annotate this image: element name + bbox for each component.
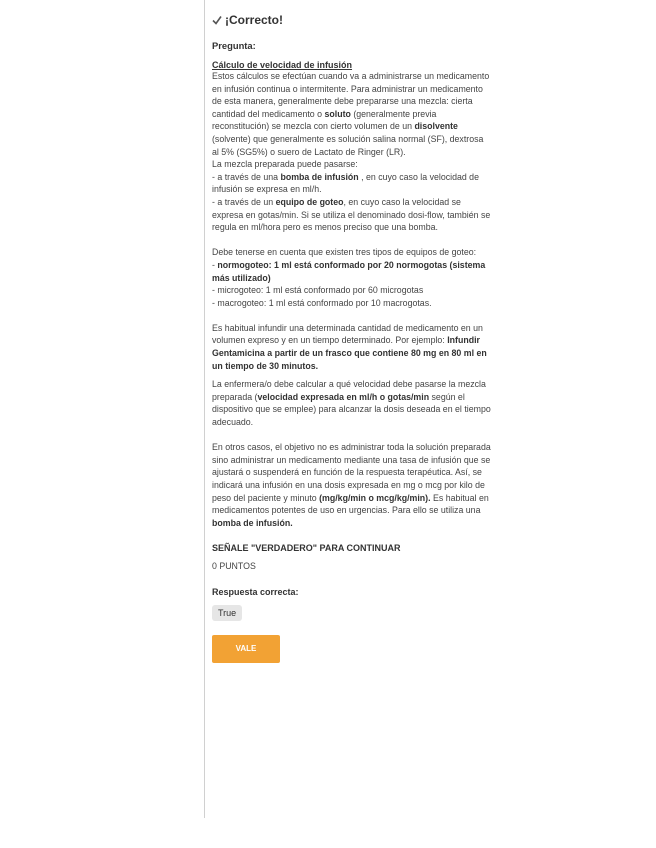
paragraph: Estos cálculos se efectúan cuando va a administrarse un medicamento en infusión continua o intermitente. Para administrar un medicamento de esta manera, generalmente debe prepararse una mezcla: cierta cantidad del medicamento o soluto (generalmente previa reconstitución) se mezcla con cierto volumen de un disolvente (solvente) que generalmente es solución salina normal (SF), dextrosa al 5% (SG5%) o suero de Lactato de Ringer (LR). [212, 71, 490, 157]
correct-answer-chip: True [212, 605, 242, 621]
feedback-title: ¡Correcto! [225, 13, 284, 27]
paragraph: Debe tenerse en cuenta que existen tres tipos de equipos de goteo: [212, 247, 477, 258]
check-icon [212, 15, 222, 25]
paragraph: - a través de un equipo de goteo, en cuyo caso la velocidad se expresa en gotas/min. Si se utiliza el denominado dosi-flow, también se regula en ml/hora pero es menos preciso que una bomba. [212, 196, 491, 233]
points-text: 0 PUNTOS [212, 561, 256, 572]
vale-button[interactable]: VALE [212, 635, 280, 663]
paragraph: Es habitual infundir una determinada cantidad de medicamento en un volumen expreso y en un tiempo determinado. Por ejemplo: Infundir Gentamicina a partir de un frasco que contiene 80 mg en 80 ml en un tiempo de 30 minutos. [212, 322, 487, 371]
paragraph: - microgoteo: 1 ml está conformado por 60 microgotas [212, 285, 424, 296]
panel-content [212, 12, 492, 663]
paragraph: En otros casos, el objetivo no es administrar toda la solución preparada sino administrar un medicamento mediante una tasa de infusión que se ajustará o suspenderá en función de la respuesta terapéutica. Así, se indicará una infusión en una dosis expresada en mg o mcg por kilo de peso del paciente y minuto (mg/kg/min o mcg/kg/min). Es habitual en medicamentos potentes de uso en urgencias. Para ello se utiliza una bomba de infusión. [212, 442, 491, 528]
paragraph: La enfermera/o debe calcular a qué velocidad debe pasarse la mezcla preparada (velocidad expresada en ml/h o gotas/min según el dispositivo que se emplee) para alcanzar la dosis deseada en el tiempo adecuado. [212, 379, 491, 428]
question-label: Pregunta: [212, 40, 256, 51]
instruction-text: SEÑALE "VERDADERO" PARA CONTINUAR [212, 543, 401, 554]
question-subtitle: Cálculo de velocidad de infusión [212, 60, 353, 70]
correct-answer-label: Respuesta correcta: [212, 587, 299, 598]
quiz-feedback-panel [204, 0, 505, 818]
paragraph: - a través de una bomba de infusión , en cuyo caso la velocidad de infusión se expresa en ml/h. [212, 171, 479, 195]
paragraph: - macrogoteo: 1 ml está conformado por 10 macrogotas. [212, 297, 432, 308]
feedback-header [212, 12, 492, 28]
paragraph: - normogoteo: 1 ml está conformado por 20 normogotas (sistema más utilizado) [212, 259, 486, 283]
paragraph: La mezcla preparada puede pasarse: [212, 159, 358, 170]
